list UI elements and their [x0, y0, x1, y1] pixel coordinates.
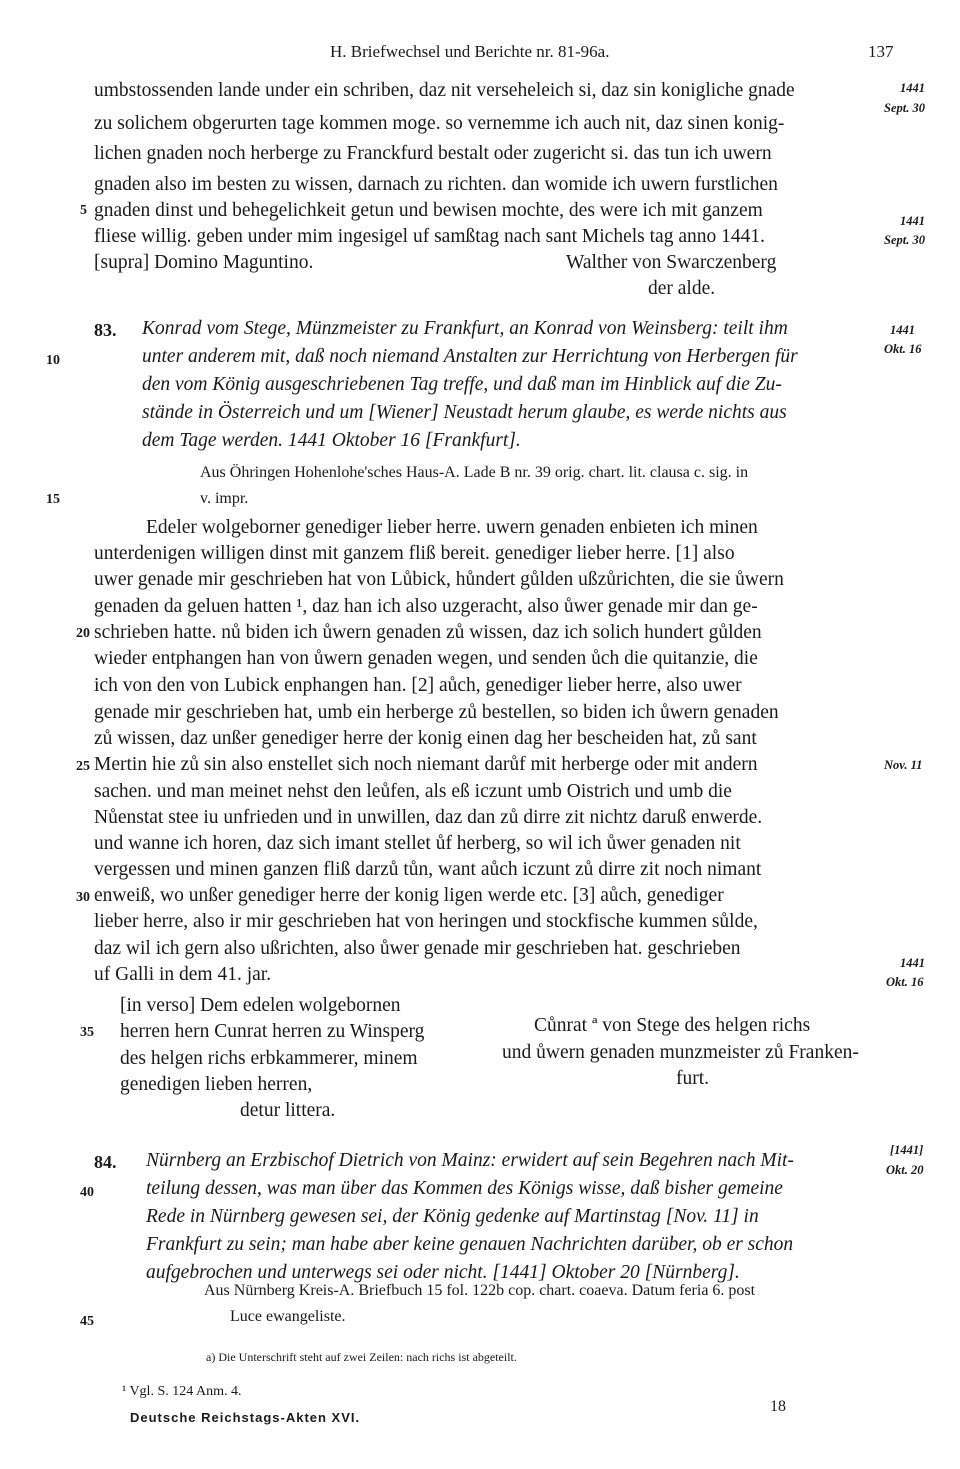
text-line: unterdenigen willigen dinst mit ganzem fliß bereit. genediger lieber herre. [1] also: [94, 543, 735, 564]
source-line: v. impr.: [200, 490, 249, 507]
regest-line: Rede in Nürnberg gewesen sei, der König gedenke auf Martinstag [Nov. 11] in: [146, 1206, 759, 1227]
text-line: enweiß, wo unßer genediger herre der konig ligen werde etc. [3] aůch, genediger: [94, 885, 724, 906]
margin-date: Okt. 16: [886, 975, 924, 989]
regest-line: dem Tage werden. 1441 Oktober 16 [Frankfurt].: [142, 430, 521, 451]
line-number: 45: [80, 1314, 94, 1329]
text-line: Edeler wolgeborner genediger lieber herre. uwern genaden enbieten ich minen: [146, 517, 758, 538]
regest-line: Nürnberg an Erzbischof Dietrich von Mainz: erwidert auf sein Begehren nach Mit-: [146, 1150, 794, 1171]
margin-year: 1441: [900, 956, 925, 970]
regest-line: den vom König ausgeschriebenen Tag treffe, und daß man im Hinblick auf die Zu-: [142, 374, 782, 395]
line-number: 20: [76, 626, 90, 641]
text-line: daz wil ich gern also ußrichten, also ůwer genade mir geschrieben hat. geschrieben: [94, 938, 741, 959]
line-number: 35: [80, 1025, 94, 1040]
signature-line: der alde.: [648, 278, 716, 299]
source-line: Aus Öhringen Hohenlohe'sches Haus-A. Lade B nr. 39 orig. chart. lit. clausa c. sig. in: [200, 464, 749, 481]
text-line: genade mir geschrieben hat, umb ein herberge zů bestellen, so biden ich ůwern genaden: [94, 702, 779, 723]
regest-line: stände in Österreich und um [Wiener] Neustadt herum glaube, es werde nichts aus: [142, 402, 787, 423]
text-line: zů wissen, daz unßer genediger herre der konig einen dag her bescheiden hat, zů sant: [94, 728, 757, 749]
signature-line: und ůwern genaden munzmeister zů Franken-: [502, 1042, 859, 1063]
verso-line: genedigen lieben herren,: [120, 1074, 313, 1095]
margin-year: 1441: [900, 81, 925, 95]
regest-line: Frankfurt zu sein; man habe aber keine genauen Nachrichten darüber, ob er schon: [146, 1234, 794, 1255]
text-line: uwer genade mir geschrieben hat von Lůbick, hůndert gůlden ußzůrichten, die sie ůwern: [94, 569, 784, 590]
text-line: und wanne ich horen, daz sich imant stellet ůf herberg, so wil ich ůwer genaden nit: [94, 833, 741, 854]
text-line: sachen. und man meinet nehst den leůfen, als eß iczunt umb Oistrich und umb die: [94, 781, 732, 802]
margin-date: Okt. 20: [886, 1163, 924, 1177]
text-line: wieder entphangen han von ůwern genaden wegen, und senden ůch die quitanzie, die: [94, 648, 758, 669]
line-number: 5: [80, 203, 87, 218]
signature-line: Cůnrat ª von Stege des helgen richs: [534, 1015, 811, 1036]
text-line: fliese willig. geben under mim ingesigel uf samßtag nach sant Michels tag anno 1441.: [94, 226, 765, 247]
line-number: 40: [80, 1185, 94, 1200]
text-line: uf Galli in dem 41. jar.: [94, 964, 272, 985]
document-number: 83.: [94, 320, 117, 340]
footnote: ¹ Vgl. S. 124 Anm. 4.: [122, 1384, 242, 1399]
margin-year: 1441: [890, 323, 915, 337]
verso-line: [in verso] Dem edelen wolgebornen: [120, 995, 401, 1016]
text-line: gnaden dinst und behegelichkeit getun und bewisen mochte, des were ich mit ganzem: [94, 200, 763, 221]
verso-line: herren hern Cunrat herren zu Winsperg: [120, 1021, 425, 1042]
regest-line: teilung dessen, was man über das Kommen des Königs wisse, daß bisher gemeine: [146, 1178, 783, 1199]
text-line: umbstossenden lande under ein schriben, daz nit verseheleich si, daz sin konigliche gnade: [94, 80, 795, 101]
line-number: 10: [46, 353, 60, 368]
text-line: lieber herre, also ir mir geschrieben hat von heringen und stockfische kummen sůlde,: [94, 911, 758, 932]
regest-line: unter anderem mit, daß noch niemand Anstalten zur Herrichtung von Herbergen für: [142, 346, 798, 367]
margin-date: Okt. 16: [884, 342, 922, 356]
source-line: Luce ewangeliste.: [230, 1308, 346, 1325]
regest-line: aufgebrochen und unterwegs sei oder nicht. [1441] Oktober 20 [Nürnberg].: [146, 1262, 740, 1283]
verso-line: detur littera.: [240, 1100, 336, 1121]
margin-date: Sept. 30: [884, 233, 925, 247]
line-number: 30: [76, 890, 90, 905]
signature-line: furt.: [676, 1068, 710, 1089]
collection-title: Deutsche Reichstags-Akten XVI.: [130, 1410, 361, 1425]
margin-year: 1441: [900, 214, 925, 228]
apparatus-note: a) Die Unterschrift steht auf zwei Zeilen: nach richs ist abgeteilt.: [206, 1350, 517, 1364]
text-line: Mertin hie zů sin also enstellet sich noch niemant darůf mit herberge oder mit andern: [94, 754, 758, 775]
text-line: Nůenstat stee iu unfrieden und in unwillen, daz dan zů dirre zit nichtz daruß enwerde.: [94, 807, 763, 828]
document-number: 84.: [94, 1152, 117, 1172]
verso-line: des helgen richs erbkammerer, minem: [120, 1048, 418, 1069]
running-title: H. Briefwechsel und Berichte nr. 81-96a.: [330, 42, 610, 61]
text-line: vergessen und minen ganzen fliß darzů tůn, want aůch iczunt zů dirre zit noch nimant: [94, 859, 762, 880]
line-number: 25: [76, 759, 90, 774]
text-line: gnaden also im besten zu wissen, darnach zu richten. dan womide ich uwern furstlichen: [94, 174, 778, 195]
address-line: [supra] Domino Maguntino.: [94, 252, 314, 273]
text-line: schrieben hatte. nů biden ich ůwern genaden zů wissen, daz ich solich hundert gůlden: [94, 622, 762, 643]
text-line: ich von den von Lubick enphangen han. [2] aůch, genediger lieber herre, also uwer: [94, 675, 742, 696]
margin-date: Sept. 30: [884, 101, 925, 115]
text-line: genaden da geluen hatten ¹, daz han ich also uzgeracht, also ůwer genade mir dan ge-: [94, 596, 758, 617]
source-line: Aus Nürnberg Kreis-A. Briefbuch 15 fol. 122b cop. chart. coaeva. Datum feria 6. post: [204, 1282, 756, 1299]
text-line: zu solichem obgerurten tage kommen moge. so vernemme ich auch nit, daz sinen konig-: [94, 113, 785, 134]
margin-date: Nov. 11: [884, 758, 923, 772]
line-number: 15: [46, 492, 60, 507]
regest-line: Konrad vom Stege, Münzmeister zu Frankfurt, an Konrad von Weinsberg: teilt ihm: [142, 318, 788, 339]
margin-year: [1441]: [890, 1143, 924, 1157]
sheet-number: 18: [770, 1398, 786, 1415]
text-line: lichen gnaden noch herberge zu Franckfurd bestalt oder zugericht si. das tun ich uwern: [94, 143, 772, 164]
page-number: 137: [868, 42, 894, 61]
signature-line: Walther von Swarczenberg: [566, 252, 777, 273]
